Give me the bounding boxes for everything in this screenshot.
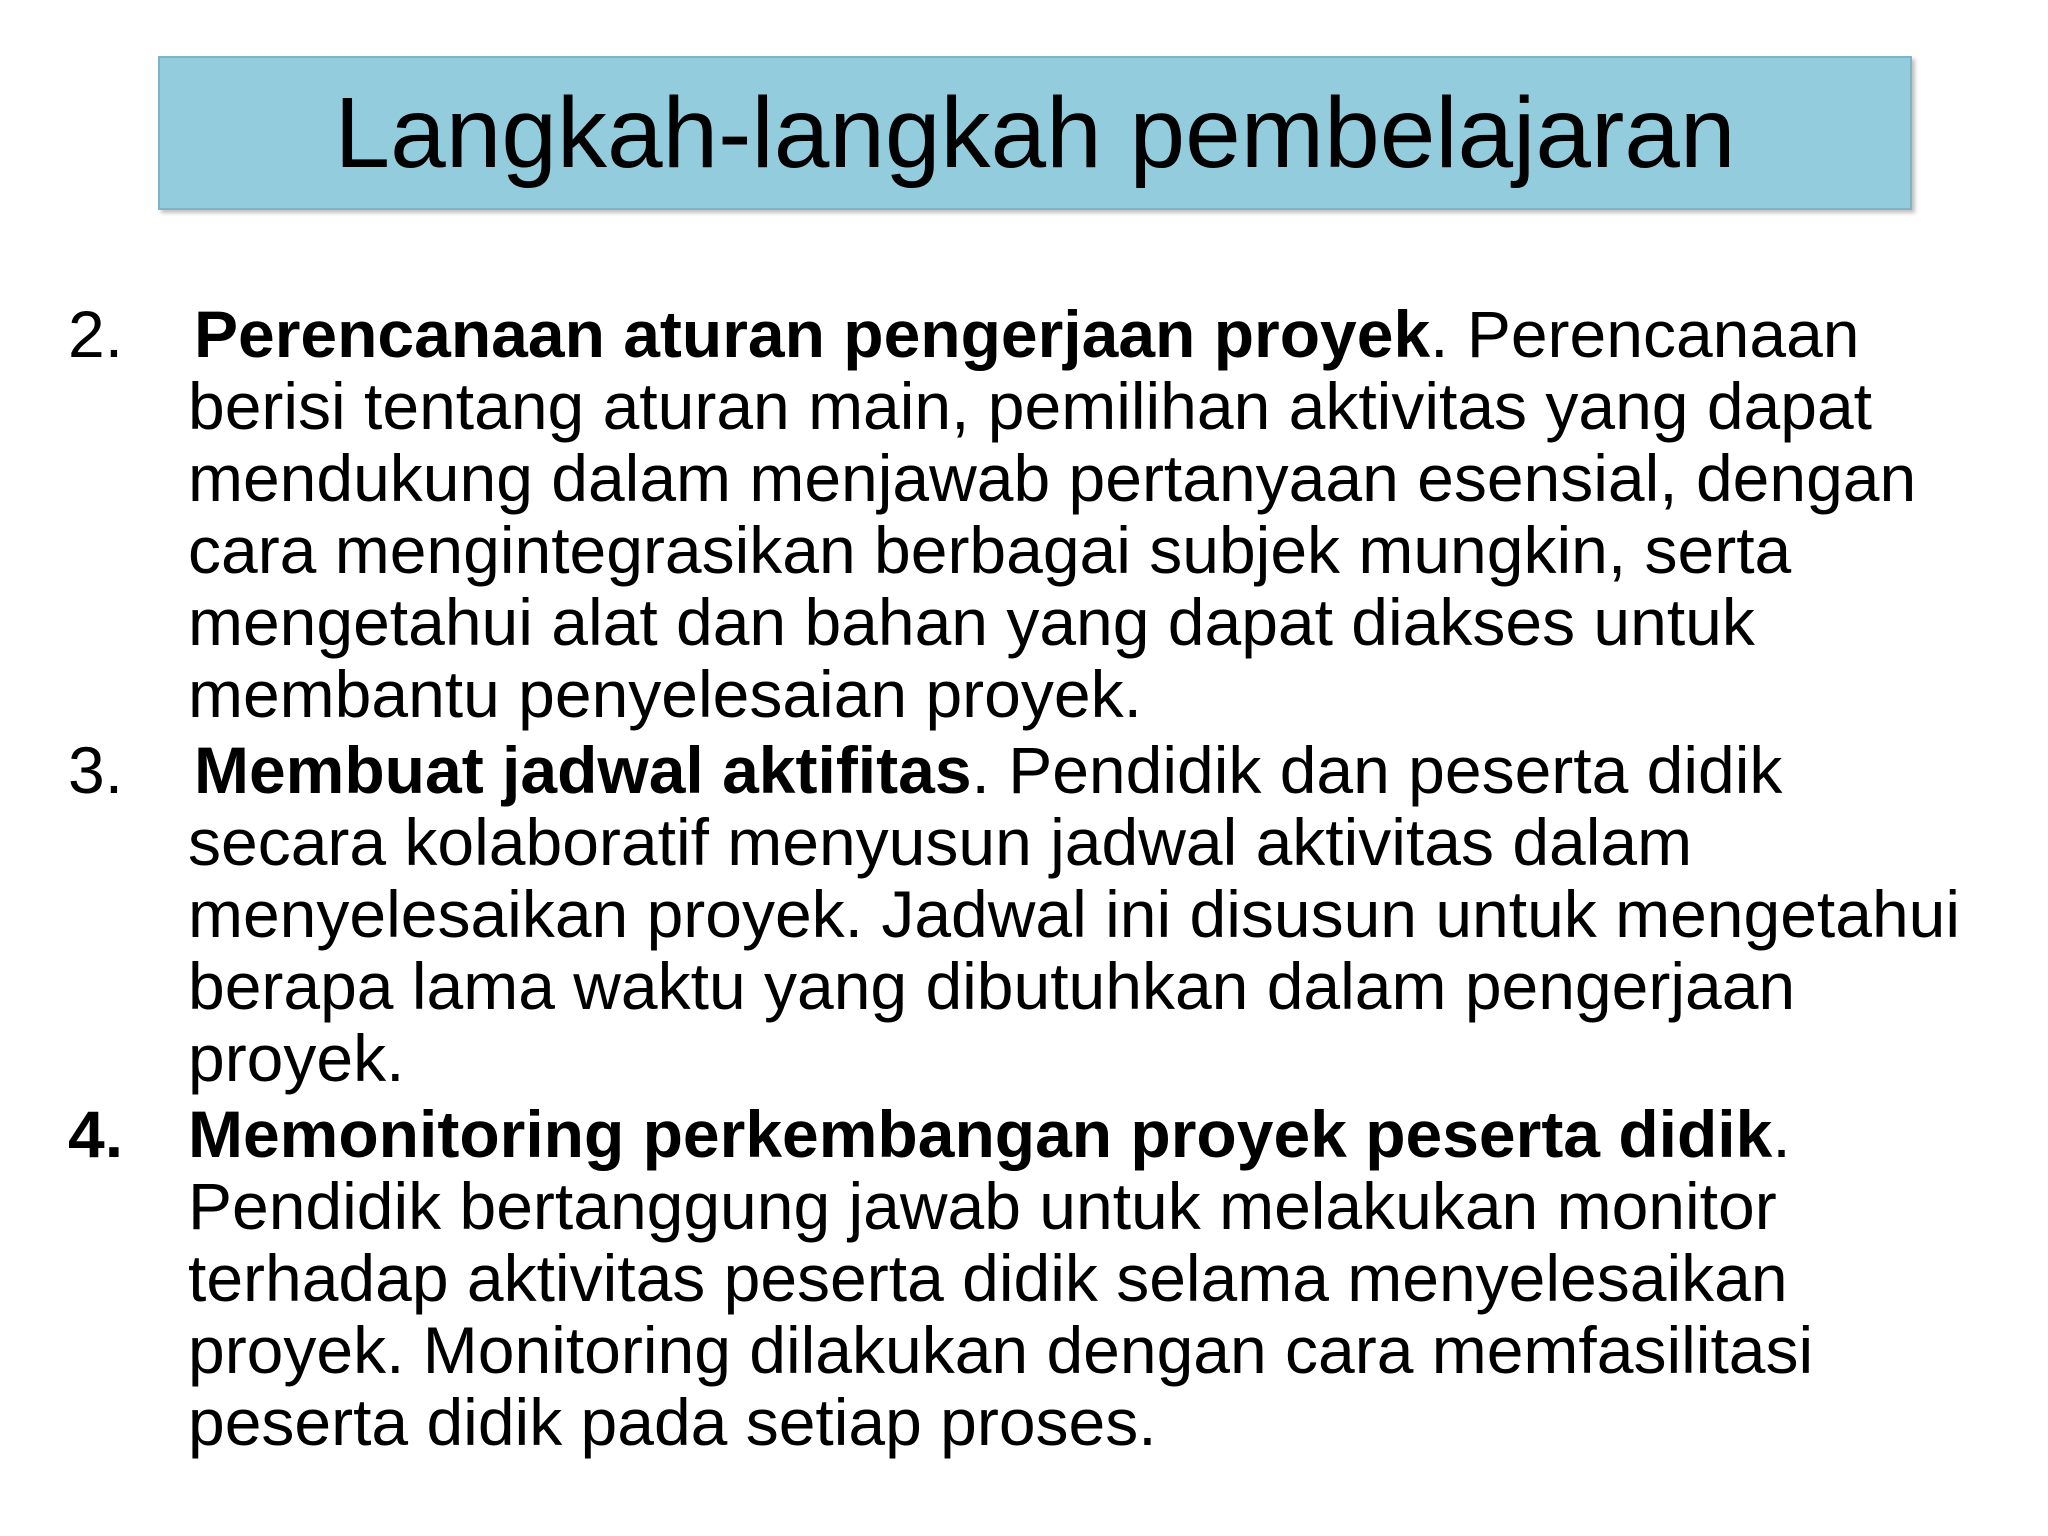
step-heading: Memonitoring perkembangan proyek peserta didik [188,1097,1773,1171]
step-number: 4. [68,1097,124,1171]
step-heading: Membuat jadwal aktifitas [194,733,972,807]
step-body: . Pendidik bertanggung jawab untuk melakukan monitor terhadap aktivitas peserta didik selama menyelesaikan proyek. Monitoring dilakukan dengan cara memfasilitasi peserta didik pada setiap proses. [188,1097,1814,1459]
step-number: 3. [68,733,124,807]
step-heading: Perencanaan aturan pengerjaan proyek [194,297,1431,371]
step-item-3 [68,734,1988,1094]
step-number: 2. [68,297,124,371]
slide-title: Langkah-langkah pembelajaran [334,77,1736,189]
step-item-4 [68,1098,1988,1458]
step-item-2 [68,298,1988,730]
steps-list [68,298,1988,1458]
slide-title-box [158,56,1912,210]
step-body: . Perencanaan berisi tentang aturan main, pemilihan aktivitas yang dapat mendukung dalam menjawab pertanyaan esensial, dengan cara mengintegrasikan berbagai subjek mungkin, serta mengetahui alat dan bahan yang dapat diakses untuk membantu penyelesaian proyek. [188,297,1917,731]
step-body: . Pendidik dan peserta didik secara kolaboratif menyusun jadwal aktivitas dalam menyelesaikan proyek. Jadwal ini disusun untuk mengetahui berapa lama waktu yang dibutuhkan dalam pengerjaan proyek. [188,733,1961,1095]
